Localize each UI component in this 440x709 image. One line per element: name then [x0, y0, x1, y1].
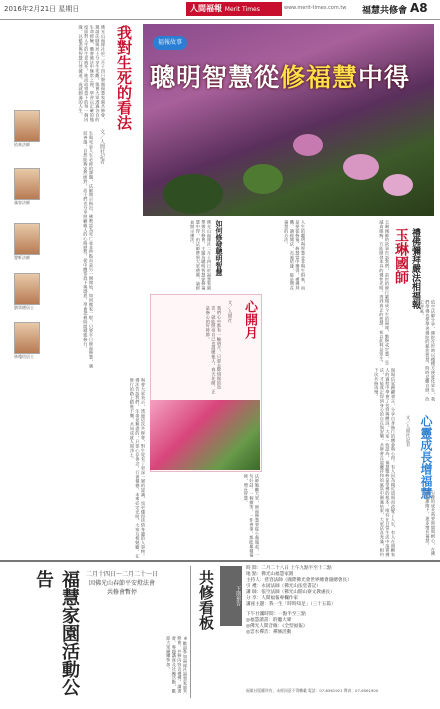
feature-photo: [143, 24, 434, 216]
event-line-2: 因佛光山春節平安燈法會: [88, 580, 155, 587]
schedule-line: 時 間：二月二十八日 上午九點半至十二點: [246, 566, 332, 571]
schedule-box: [246, 566, 436, 686]
event-line-3: 共修會暫停: [106, 589, 137, 596]
heart-column-text: 我們心中都有一輪明月，只要去除煩惱的烏雲，就能照亮自己也溫暖他人。春天花開，正是修心的好時節。: [205, 306, 222, 394]
small-column-byline: 文／人間社記者: [405, 415, 410, 447]
schedule-line: 引 禮：永固法師（佛光山法堂書記）: [246, 584, 321, 589]
person-name-1: 依來法師: [14, 142, 30, 147]
foliage-2: [163, 174, 223, 214]
person-name-2: 滿容法師: [14, 200, 30, 205]
schedule-line: 講 師：依空法師（佛光山開山寮文教處長）: [246, 590, 335, 595]
portrait-3: [14, 223, 40, 255]
merit-label: Merit Times: [224, 6, 260, 13]
small-column-text: 心靈的成長需要時間與耐心，在佛法的薰陶下，逐步增長福慧。: [425, 490, 436, 556]
flower-cluster-2: [343, 154, 379, 180]
schedule-line: 講座主題：我一生「時時知足」（三十五篇）: [246, 602, 336, 607]
body-text-col-2: 人生的聰明與智慧並非與生俱來，而是要從修福、修慧當中獲得，禮佛拜懺、讀經聞法、布施結緣，都是增長福慧的方法。: [284, 220, 306, 291]
sidebar-author: 文／人間社記者: [99, 129, 105, 164]
person-name-4: 劉寧德居士: [14, 305, 34, 310]
announcement-title: 福慧家園活動公告: [33, 570, 80, 696]
flower-cluster-3: [383, 174, 413, 196]
feature-headline: [150, 58, 410, 94]
body-text-col-1: 佛光山福報社二月十四日於福慧家園舉辦共修會，主題為聰明智慧從修福慧中得，由法師帶領大眾禮佛、誦經並開示佛法。: [190, 220, 212, 291]
person-name-3: 覺軒法師: [14, 255, 30, 260]
note-line: ◎福慧讀書：聆聽大眾: [246, 618, 292, 623]
person-name-5: 林瓊瑄居士: [14, 354, 34, 359]
foliage-1: [243, 164, 283, 194]
small-column-label: 心靈成長增福慧: [419, 415, 433, 499]
announcement-notes: ※歡迎參加福報社福慧家園共修會，共修內容含禮佛、讀書會、專題講座及社團活動，歡迎大眾踴躍參加。: [166, 636, 188, 694]
page-number: A8: [410, 1, 428, 15]
schedule-line: 分 享：人間福報專欄作家: [246, 596, 298, 601]
heart-column-label: 心開月: [242, 300, 257, 339]
newspaper-logo[interactable]: [186, 2, 282, 16]
gongxiu-label: 下期預告: [220, 566, 242, 626]
bottom-divider: [190, 566, 191, 698]
flower-cluster-1: [293, 134, 323, 156]
announcement-box: [56, 570, 188, 630]
portrait-4: [14, 273, 40, 305]
yutsai-label: 玉琳國師: [393, 228, 409, 284]
yutsai-title: 禮佛彌拜嚴法相福報: [410, 228, 420, 309]
body-text-col-6: 法師勉勵大眾，修福修慧要從小處做起，一句好話、一個微笑、一件善事，都能累積福報，增長智慧。: [243, 474, 260, 558]
note-line: ◎雲水禪音：禪修活動: [246, 630, 292, 635]
note-line: ◎佛光人間音緣：《全型福報》: [246, 624, 308, 629]
headline-part-2: 中得: [358, 63, 411, 92]
portrait-2: [14, 168, 40, 200]
newspaper-logo-text: 人間福報: [190, 4, 222, 13]
page-header: [0, 0, 440, 20]
sidebar-text-block-2: 生與死是人生必經的課題，法師開示指出，佛教認為死亡並非終點而是另一個開始，如同搬家一般，只要平日修福修慧，廣結善緣，自然能夠安然面對。居士們也分享照顧親人的心路歷程，從中體悟放下與感恩，學會把握時間精進修行。: [83, 131, 94, 369]
schedule-line: 地 點：佛光山福慧家園: [246, 572, 294, 577]
headline-highlight: 修福慧: [280, 63, 359, 92]
header-date: 2016年2月21日 星期日: [4, 5, 80, 13]
header-url[interactable]: www.merit-times.com.tw: [284, 5, 347, 11]
middle-title: 如何修發聰明智慧: [215, 220, 224, 276]
body-text-col-4: 依空法師分享，佛陀在世時以種種方便度化眾生，我們學佛也要學習佛陀的慈悲智慧，時時反觀自照，改正習氣。: [419, 300, 436, 401]
body-text-col-5: 現場信眾踴躍發言，分享自身修行的體會與心得。有人因為親近道場而改變了人生，有人在照顧家人的過程中學會了包容與體諒。大家一致認為，福慧雙修是學佛的根本，唯有在日常生活中落實佛法，才能真正得到身心的自在與安樂。共修會在溫馨祥和的氣氛中圓滿結束，大眾法喜充滿，相約下次共修再聚。: [374, 368, 396, 557]
portrait-1: [14, 110, 40, 142]
body-text-col-3: 玉琳國師的故事告訴我們，前世的修行累積成今生的福報，勤修戒定慧，息滅貪瞋痴，方能開發本具的佛性光明，得到真正的智慧，並以此利益眾生。: [379, 220, 390, 365]
headline-part-1: 聰明智慧從: [150, 63, 281, 92]
section-title: 福慧共修會: [362, 6, 408, 16]
note-line: 下午社團時間：一點半至三點: [246, 612, 306, 617]
flower-photo: [150, 400, 260, 470]
sidebar-title: 我對生死的看法: [115, 25, 133, 130]
sidebar-bottom-text: 與會大眾表示，透過這次共修會，對生死有了更深一層的認識，也更懂得珍惜身邊的人事物。佛法告訴我們，生命是無盡的，只要心存善念，行善積德，未來必定光明。大家互相勉勵，在修行的路上精進不懈，共同成就人間淨土。: [129, 378, 146, 558]
footer-text: 福報社版權所有，未經同意不得轉載 電話：07-6561921 傳真：07-6561900: [246, 688, 379, 693]
event-line-1: 二月十四日～二月二十一日: [85, 571, 158, 578]
feature-badge: 福報故事: [153, 36, 187, 50]
gongxiu-title: 共修看板: [197, 570, 215, 630]
sidebar-text-block: 佛光山福報社於二月十四日舉辦福慧家園共修會，邀請法師與居士分享生死觀。與會大眾透過各自的生命經驗，體會佛法中無常之理，學習以正確的態度面對人生的生老病死，進而珍惜當下的每一個因緣，以慈悲與智慧行菩薩道，成就圓滿的人生。: [78, 25, 106, 122]
heart-column-byline: 文／人間社: [227, 300, 232, 323]
portrait-5: [14, 322, 40, 354]
schedule-line: 主持人：慈容法師（國際佛光會世界總會副總會長）: [246, 578, 352, 583]
